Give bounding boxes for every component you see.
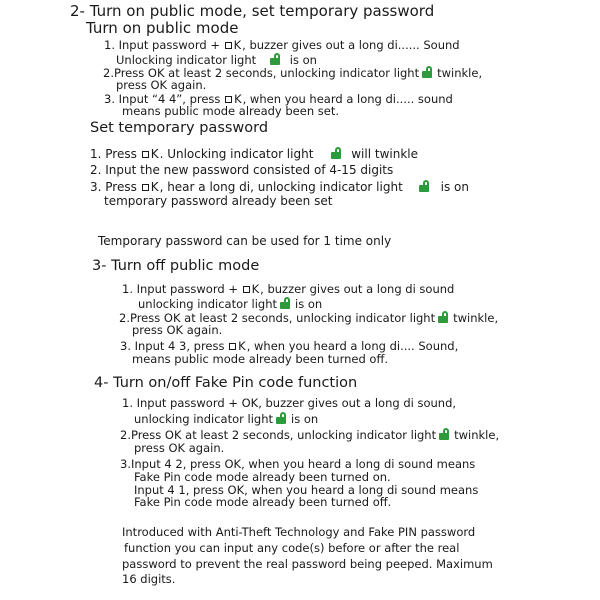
unlock-icon [270,53,282,65]
ok-key-icon: K [224,92,243,106]
unlock-icon [439,428,451,440]
s4-item-1-line-1: 1. Input password + OK, buzzer gives out a long di sound, [122,396,457,410]
ok-key-icon: K [224,38,243,52]
s2-item-2-line-2: press OK again. [116,78,207,92]
s2-item-1-line-2: Unlocking indicator light is on [116,53,317,67]
s3-item-3-line-1: 3. Input 4 3, press K, when you heard a long di.... Sound, [120,339,459,353]
unlock-icon [331,147,343,159]
s4-item-2-line-2: press OK again. [134,441,225,455]
s3-item-1-line-1: 1. Input password + K, buzzer gives out a long di sound [122,282,455,296]
fake-pin-paragraph-line-1: Introduced with Anti-Theft Technology and Fake PIN password [122,525,476,539]
s2-item-3-line-2: means public mode already been set. [122,104,340,118]
temp-item-2: 2. Input the new password consisted of 4-15 digits [90,163,394,177]
ok-key-icon: K [141,180,160,194]
s2-item-2-line-1: 2.Press OK at least 2 seconds, unlocking indicator light twinkle, [103,66,483,80]
fake-pin-paragraph-line-2: function you can input any code(s) before or after the real [124,541,460,555]
section-3-title: 3- Turn off public mode [92,258,260,274]
s4-item-3-line-2: Fake Pin code mode already been turned on. [134,470,391,484]
s3-item-2-line-2: press OK again. [132,323,223,337]
s4-item-1-line-2: unlocking indicator light is on [134,412,319,426]
s4-item-3-line-4: Fake Pin code mode already been turned off. [134,495,392,509]
s2-item-1-line-1: 1. Input password + K, buzzer gives out a long di...... Sound [104,38,460,52]
unlock-icon [438,311,450,323]
temp-item-1: 1. Press K. Unlocking indicator light will twinkle [90,147,418,161]
s4-item-3-line-3: Input 4 1, press OK, when you heard a long di sound means [134,483,479,497]
ok-key-icon: K [228,339,247,353]
s3-item-1-line-2: unlocking indicator light is on [138,297,323,311]
temporary-password-note: Temporary password can be used for 1 time only [98,234,392,248]
s3-item-3-line-2: means public mode already been turned off. [132,352,389,366]
unlock-icon [422,66,434,78]
s4-item-2-line-1: 2.Press OK at least 2 seconds, unlocking indicator light twinkle, [120,428,500,442]
section-2-title: 2- Turn on public mode, set temporary password [70,2,435,20]
ok-key-icon: K [141,147,160,161]
section-4-title: 4- Turn on/off Fake Pin code function [94,375,358,391]
ok-key-icon: K [242,282,261,296]
s4-item-3-line-1: 3.Input 4 2, press OK, when you heard a long di sound means [120,457,476,471]
fake-pin-paragraph-line-3: password to prevent the real password being peeped. Maximum [122,557,493,571]
unlock-icon [280,297,292,309]
temp-item-3-line-1: 3. Press K, hear a long di, unlocking indicator light is on [90,180,469,194]
subheading-set-temporary-password: Set temporary password [90,120,269,136]
temp-item-3-line-2: temporary password already been set [104,194,333,208]
s3-item-2-line-1: 2.Press OK at least 2 seconds, unlocking indicator light twinkle, [119,311,499,325]
s2-item-3-line-1: 3. Input “4 4”, press K, when you heard a long di..... sound [104,92,453,106]
unlock-icon [419,180,431,192]
unlock-icon [276,412,288,424]
fake-pin-paragraph-line-4: 16 digits. [122,572,176,586]
subheading-turn-on-public-mode: Turn on public mode [86,19,239,37]
